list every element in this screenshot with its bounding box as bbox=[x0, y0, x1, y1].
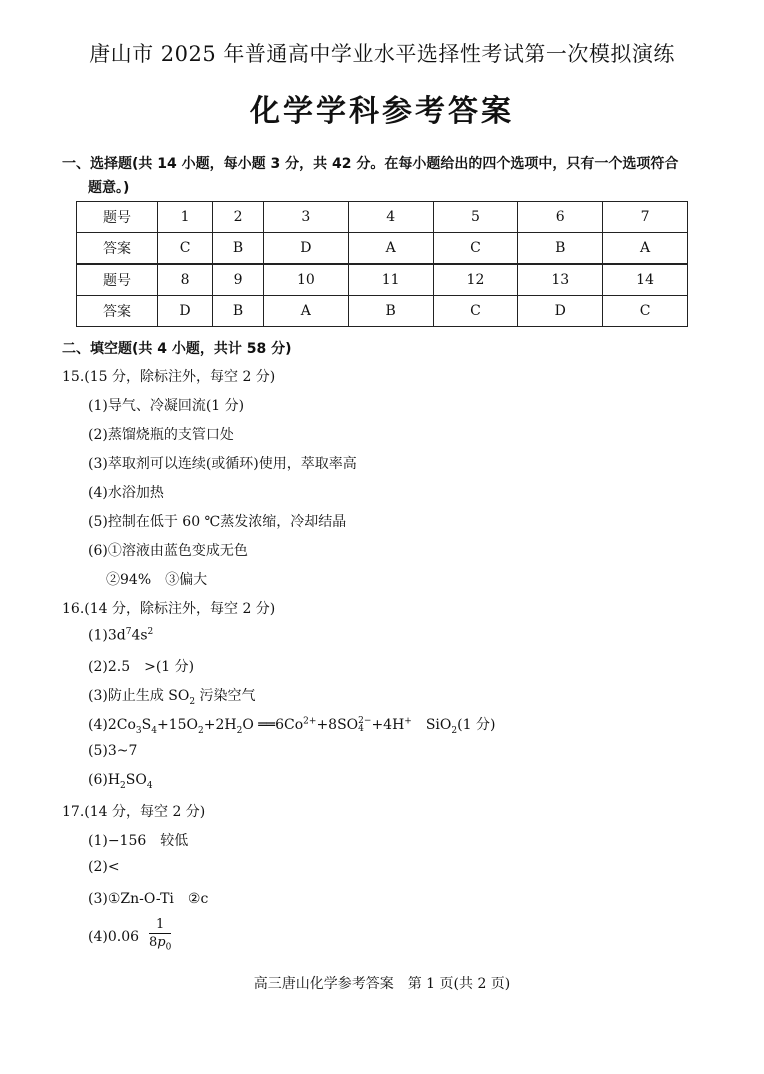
q16-answer-6: $(6)H_2SO_4$ bbox=[88, 772, 153, 791]
q16-answer-3: (3)防止生成 $SO_2$ 污染空气 bbox=[88, 688, 256, 707]
answer-table-cell: A bbox=[603, 233, 688, 265]
answer-table-cell: B bbox=[348, 296, 433, 327]
document-subtitle: 化学学科参考答案 bbox=[250, 94, 514, 129]
q16-heading: 16.(14 分，除标注外，每空 2 分) bbox=[62, 601, 276, 617]
answer-table-cell: B bbox=[518, 233, 603, 265]
q17-answer-1: (1)−156 较低 bbox=[88, 833, 189, 849]
answer-table-row bbox=[77, 296, 688, 327]
answer-table-cell: A bbox=[348, 233, 433, 265]
answer-table-cell: 12 bbox=[433, 264, 518, 296]
answer-table-cell: 6 bbox=[518, 202, 603, 233]
answer-table-cell: 5 bbox=[433, 202, 518, 233]
answer-table-cell: 13 bbox=[518, 264, 603, 296]
answer-table-cell: 1 bbox=[158, 202, 213, 233]
section2-heading: 二、填空题(共 4 小题，共计 58 分) bbox=[62, 341, 292, 357]
q15-answer-2: (2)蒸馏烧瓶的支管口处 bbox=[88, 427, 234, 443]
section1-heading-line1: 一、选择题(共 14 小题，每小题 3 分，共 42 分。在每小题给出的四个选项中，只有一个选项符合 bbox=[62, 156, 679, 172]
answer-table-row-label: 答案 bbox=[77, 296, 158, 327]
q17-answer-4: (4)0.06 $\frac{1}{8p_0}$ bbox=[88, 917, 171, 957]
q17-answer-2: (2)< bbox=[88, 859, 120, 875]
answer-table-cell: 8 bbox=[158, 264, 213, 296]
answer-table-cell: 2 bbox=[213, 202, 264, 233]
answer-table-cell: D bbox=[158, 296, 213, 327]
page-footer: 高三唐山化学参考答案 第 1 页(共 2 页) bbox=[253, 976, 511, 992]
q16-answer-1: $(1)3d^74s^2$ bbox=[88, 627, 154, 644]
answer-table-cell: 10 bbox=[263, 264, 348, 296]
q15-answer-1: (1)导气、冷凝回流(1 分) bbox=[88, 398, 245, 414]
answer-table-cell: B bbox=[213, 296, 264, 327]
answer-table-row-label: 答案 bbox=[77, 233, 158, 265]
answer-table-cell: B bbox=[213, 233, 264, 265]
q17-answer-3: (3)①Zn-O-Ti ②c bbox=[88, 891, 209, 907]
answer-table-cell: 11 bbox=[348, 264, 433, 296]
q17-fraction: $\frac{1}{8p_0}$ bbox=[149, 917, 172, 953]
answer-table-cell: 9 bbox=[213, 264, 264, 296]
q15-answer-3: (3)萃取剂可以连续(或循环)使用，萃取率高 bbox=[88, 456, 357, 472]
answer-table-cell: C bbox=[433, 296, 518, 327]
answer-table-cell: A bbox=[263, 296, 348, 327]
q16-answer-4-equation: $(4)2Co_3S_4+15O_2+2H_2O$ $══6Co^{2+}+8SO$ 2− 4 +4H+ SiO$_2$(1 分) bbox=[88, 716, 496, 736]
document-title: 唐山市 2025 年普通高中学业水平选择性考试第一次模拟演练 bbox=[89, 42, 675, 66]
answer-table bbox=[76, 201, 688, 327]
answer-table-cell: 3 bbox=[263, 202, 348, 233]
q15-answer-5: (5)控制在低于 60 ℃蒸发浓缩，冷却结晶 bbox=[88, 514, 347, 530]
q16-answer-5: (5)3~7 bbox=[88, 743, 138, 759]
answer-table-row-label: 题号 bbox=[77, 202, 158, 233]
answer-table-cell: C bbox=[603, 296, 688, 327]
q16-answer-2: (2)2.5 >(1 分) bbox=[88, 659, 195, 675]
answer-table-cell: C bbox=[433, 233, 518, 265]
answer-table-cell: 4 bbox=[348, 202, 433, 233]
answer-table-cell: 14 bbox=[603, 264, 688, 296]
answer-table-row bbox=[77, 202, 688, 233]
answer-table-row bbox=[77, 264, 688, 296]
answer-table-cell: D bbox=[263, 233, 348, 265]
section1-heading-line2: 题意。) bbox=[88, 180, 130, 196]
q15-answer-6: (6)①溶液由蓝色变成无色 bbox=[88, 543, 248, 559]
q15-answer-6b: ②94% ③偏大 bbox=[106, 572, 208, 588]
q17-heading: 17.(14 分，每空 2 分) bbox=[62, 804, 206, 820]
answer-table-row bbox=[77, 233, 688, 265]
q15-answer-4: (4)水浴加热 bbox=[88, 485, 164, 501]
answer-table-cell: C bbox=[158, 233, 213, 265]
answer-table-cell: D bbox=[518, 296, 603, 327]
answer-table-cell: 7 bbox=[603, 202, 688, 233]
answer-table-row-label: 题号 bbox=[77, 264, 158, 296]
q15-heading: 15.(15 分，除标注外，每空 2 分) bbox=[62, 369, 276, 385]
